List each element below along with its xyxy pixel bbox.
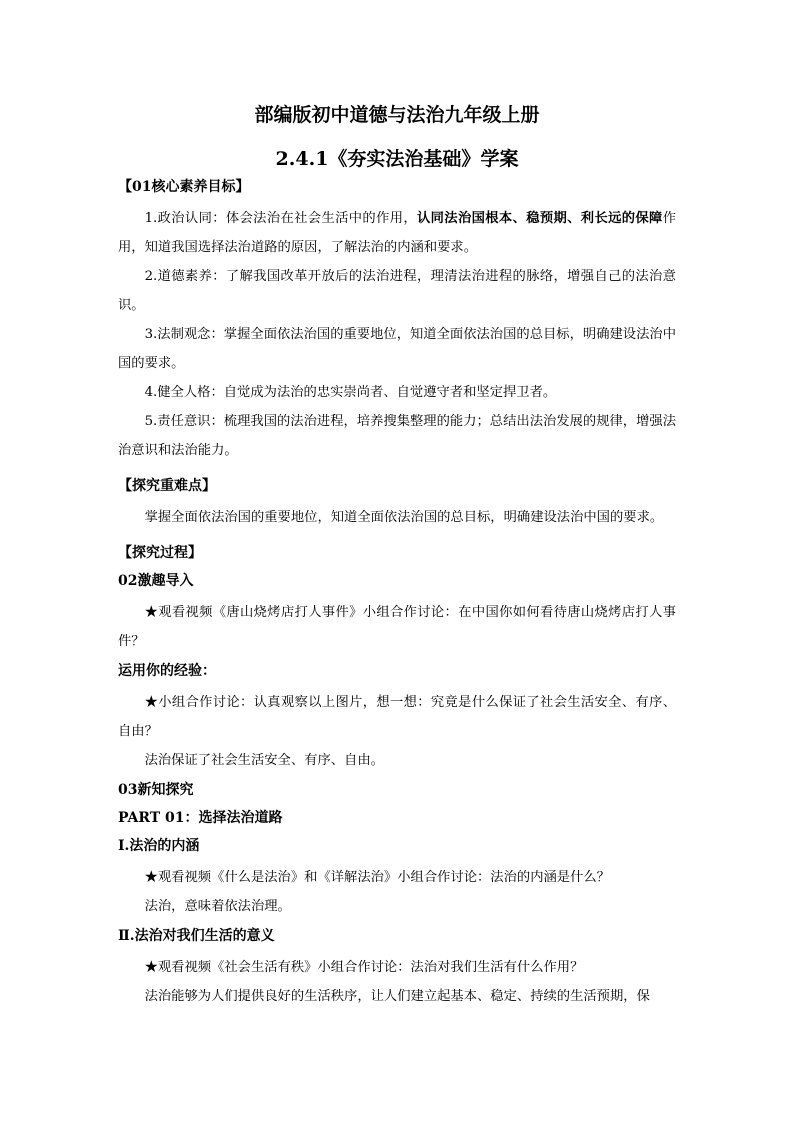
experience-heading: 运用你的经验：	[118, 663, 216, 679]
key-points-text: 掌握全面依法治国的重要地位，知道全面依法治国的总目标，明确建设法治中国的要求。	[144, 510, 664, 525]
part-heading: PART 01：选择法治道路	[118, 810, 283, 826]
process-heading: 【探究过程】	[118, 545, 202, 561]
goals-heading: 【01核心素养目标】	[118, 179, 250, 195]
sub2-question: ★观看视频《社会生活有秩》小组合作讨论：法治对我们生活有什么作用？	[144, 960, 584, 975]
new-knowledge-heading: 03新知探究	[118, 782, 194, 798]
intro-text: ★观看视频《唐山烧烤店打人事件》小组合作讨论：在中国你如何看待唐山烧烤店打人事件？	[118, 605, 676, 649]
sub2-answer: 法治能够为人们提供良好的生活秩序，让人们建立起基本、稳定、持续的生活预期，保	[144, 989, 650, 1004]
goal-item-1	[118, 204, 676, 262]
goal-item-3: 3.法制观念：掌握全面依法治国的重要地位，知道全面依法治国的总目标，明确建设法治中国的要求。	[118, 327, 676, 371]
sub1-answer: 法治，意味着依法治理。	[144, 899, 291, 914]
document-content	[118, 100, 676, 1011]
goal-item-1-b: 作用，知道我国选择法治道路的原因，了解法治的内涵和要求。	[118, 211, 677, 255]
goal-item-4: 4.健全人格：自觉成为法治的忠实崇尚者、自觉遵守者和坚定捍卫者。	[144, 385, 557, 400]
sub1-question: ★观看视频《什么是法治》和《详解法治》小组合作讨论：法治的内涵是什么？	[144, 870, 610, 885]
experience-question: ★小组合作讨论：认真观察以上图片，想一想：究竟是什么保证了社会生活安全、有序、自由？	[118, 695, 676, 739]
key-points-heading: 【探究重难点】	[118, 478, 216, 494]
goal-item-5: 5.责任意识：梳理我国的法治进程，培养搜集整理的能力；总结出法治发展的规律，增强法治意识和法治能力。	[118, 414, 676, 458]
experience-answer: 法治保证了社会生活安全、有序、自由。	[144, 753, 384, 768]
document-title: 部编版初中道德与法治九年级上册	[254, 104, 540, 126]
goal-item-2: 2.道德素养：了解我国改革开放后的法治进程，理清法治进程的脉络，增强自己的法治意识。	[118, 269, 676, 313]
intro-heading: 02激趣导入	[118, 573, 194, 589]
goal-item-1-bold: 认同法治国根本、稳预期、利长远的保障	[417, 211, 663, 226]
goal-item-1-a: 1.政治认同：体会法治在社会生活中的作用，	[144, 211, 417, 226]
sub2-heading: Ⅱ.法治对我们生活的意义	[118, 928, 275, 944]
sub1-heading: Ⅰ.法治的内涵	[118, 838, 200, 854]
document-subtitle: 2.4.1《夯实法治基础》学案	[275, 148, 519, 170]
